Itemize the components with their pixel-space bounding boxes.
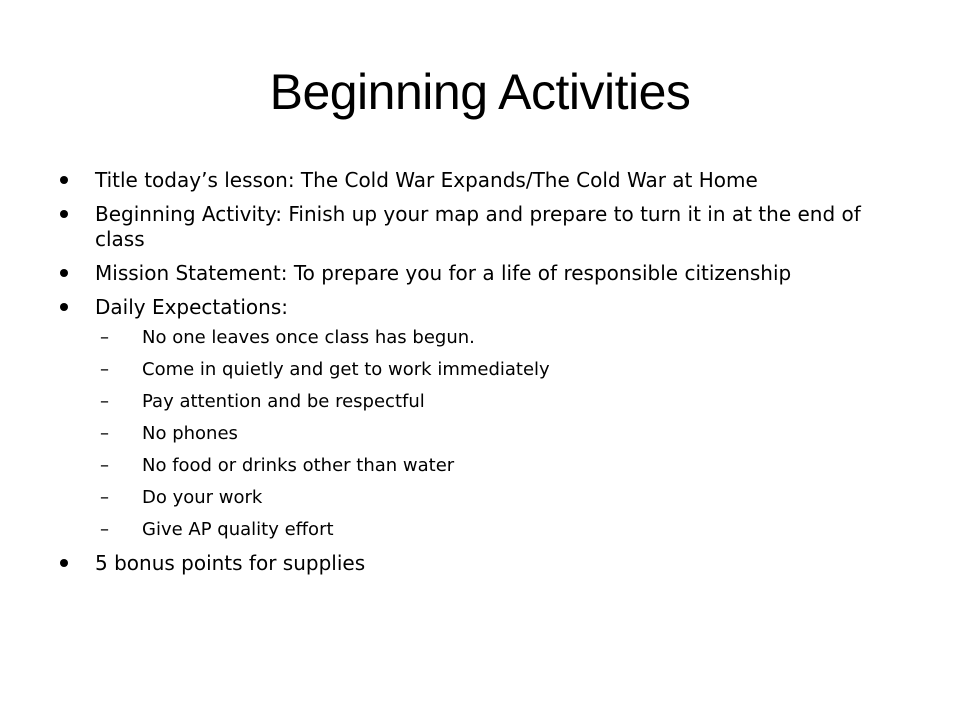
- bullet-item: [60, 202, 900, 252]
- expectation-text: Come in quietly and get to work immediately: [142, 359, 550, 380]
- slide-title: Beginning Activities: [269, 64, 691, 120]
- dash-icon: –: [100, 455, 109, 476]
- bullet-dot-icon: [60, 303, 68, 311]
- bullet-text: Mission Statement: To prepare you for a life of responsible citizenship: [95, 261, 792, 285]
- expectation-text: No one leaves once class has begun.: [142, 327, 475, 348]
- bullet-dot-icon: [60, 269, 68, 277]
- dash-icon: –: [100, 519, 109, 540]
- expectation-text: Pay attention and be respectful: [142, 391, 425, 412]
- bullet-dot-icon: [60, 176, 68, 184]
- expectation-item: [95, 518, 900, 542]
- expectation-text: Give AP quality effort: [142, 519, 334, 540]
- bullet-item: [60, 295, 900, 542]
- expectations-list: [95, 326, 900, 542]
- bullet-item: [60, 261, 900, 286]
- expectation-text: Do your work: [142, 487, 263, 508]
- expectation-item: [95, 422, 900, 446]
- dash-icon: –: [100, 359, 109, 380]
- expectation-text: No phones: [142, 423, 238, 444]
- dash-icon: –: [100, 423, 109, 444]
- bullet-item: [60, 168, 900, 193]
- bullet-text: 5 bonus points for supplies: [95, 551, 366, 575]
- bullet-dot-icon: [60, 210, 68, 218]
- expectation-item: [95, 390, 900, 414]
- dash-icon: –: [100, 487, 109, 508]
- expectation-item: [95, 486, 900, 510]
- bullet-list: [60, 168, 900, 585]
- bullet-dot-icon: [60, 559, 68, 567]
- expectation-item: [95, 326, 900, 350]
- bullet-text: Title today’s lesson: The Cold War Expands/The Cold War at Home: [95, 168, 758, 192]
- bullet-item: [60, 551, 900, 576]
- dash-icon: –: [100, 391, 109, 412]
- expectation-item: [95, 358, 900, 382]
- bullet-text: Beginning Activity: Finish up your map and prepare to turn it in at the end of class: [95, 202, 861, 251]
- expectation-text: No food or drinks other than water: [142, 455, 455, 476]
- bullet-text: Daily Expectations:: [95, 295, 288, 319]
- expectation-item: [95, 454, 900, 478]
- dash-icon: –: [100, 327, 109, 348]
